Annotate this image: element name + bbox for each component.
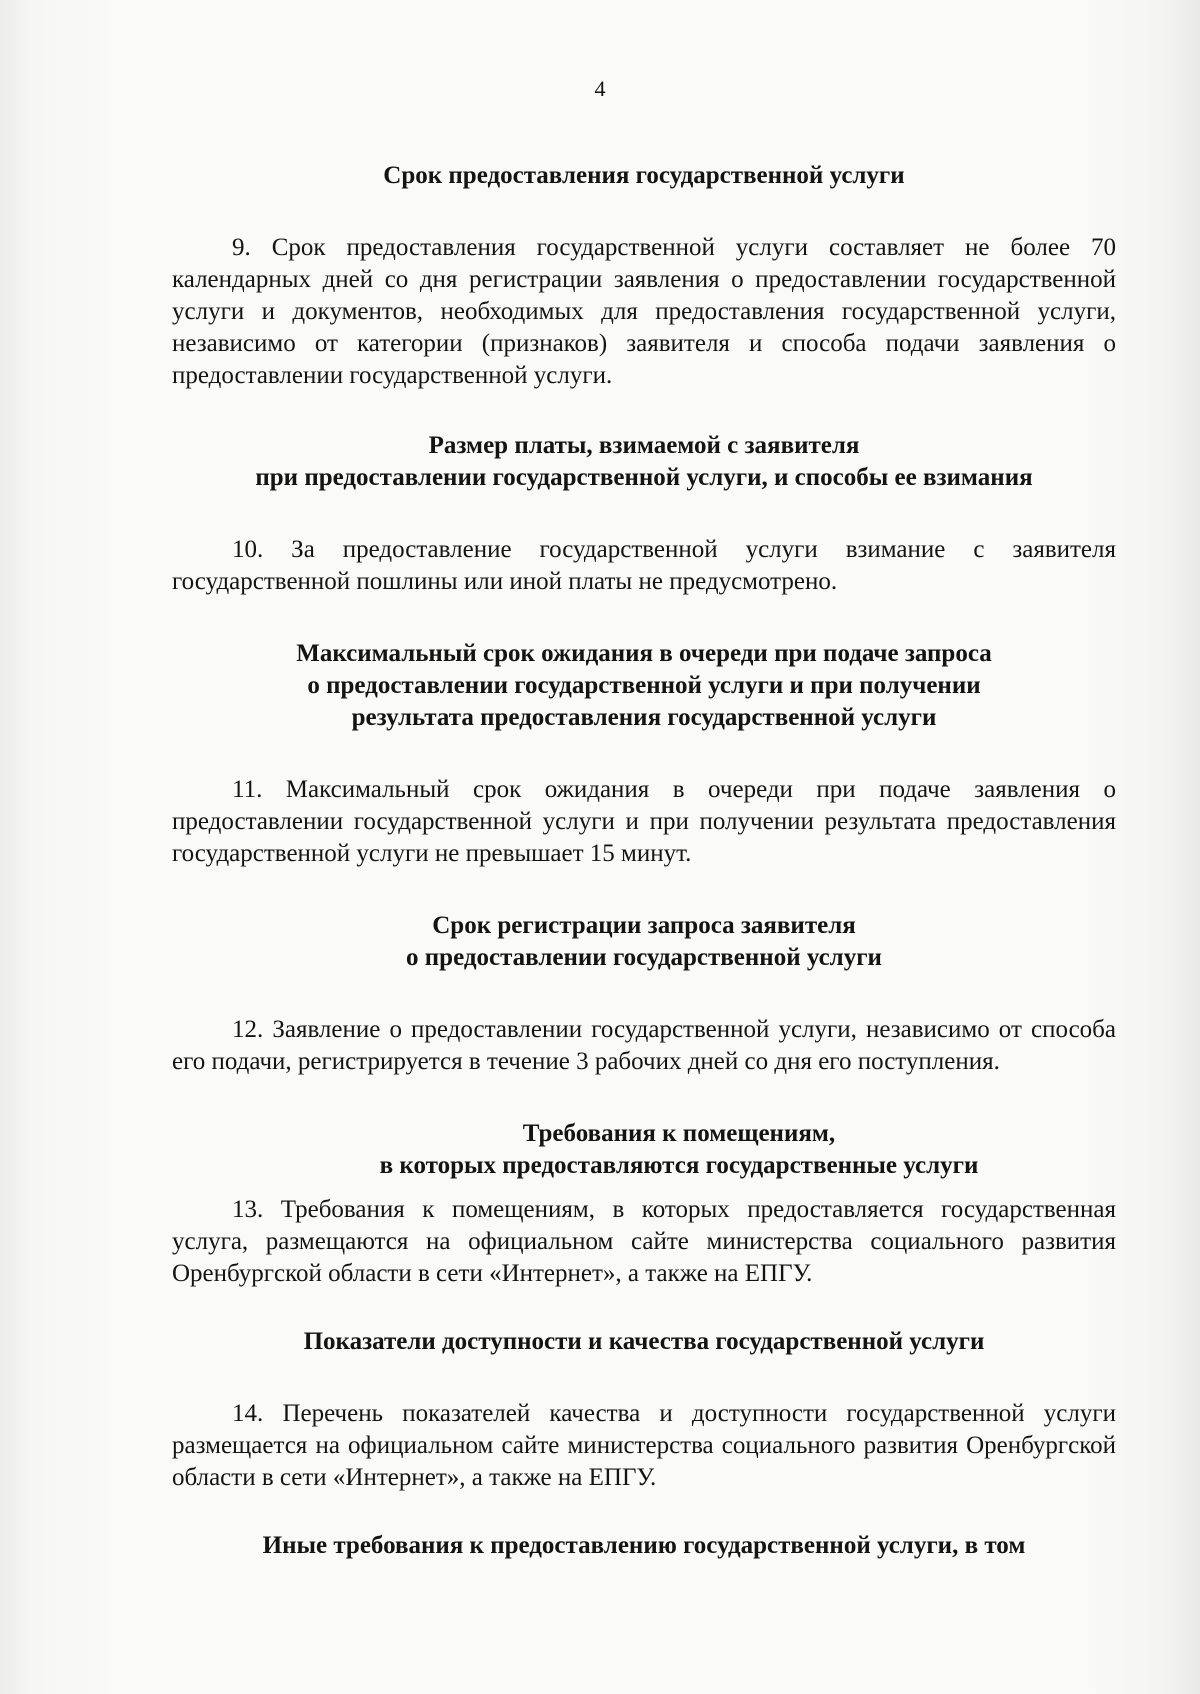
- paragraph-12: 12. Заявление о предоставлении государственной услуги, независимо от способа его подачи, регистрируется в течение 3 рабочих дней со дня его поступления.: [172, 1016, 1116, 1075]
- paragraph-14: 14. Перечень показателей качества и доступности государственной услуги размещается на официальном сайте министерства социального развития Оренбургской области в сети «Интернет», а также на ЕПГУ.: [172, 1400, 1116, 1491]
- heading-line: Размер платы, взимаемой с заявителя: [428, 432, 860, 459]
- document-body: [172, 160, 1116, 1562]
- paragraph-13: 13. Требования к помещениям, в которых предоставляется государственная услуга, размещаются на официальном сайте министерства социального развития Оренбургской области в сети «Интернет», а также на ЕПГУ.: [172, 1196, 1116, 1287]
- section-heading-other-requirements: Иные требования к предоставлению государственной услуги, в том: [262, 1532, 1026, 1559]
- heading-line: о предоставлении государственной услуги: [406, 944, 882, 971]
- section-heading-queue: [172, 638, 1116, 734]
- section-heading-registration: [172, 910, 1116, 974]
- heading-line: результата предоставления государственной услуги: [351, 704, 937, 731]
- paragraph-11: 11. Максимальный срок ожидания в очереди при подаче заявления о предоставлении государственной услуги и при получении результата предоставления государственной услуги не превышает 15 минут.: [172, 776, 1116, 867]
- heading-line: Максимальный срок ожидания в очереди при подаче запроса: [296, 640, 992, 667]
- heading-line: в которых предоставляются государственные услуги: [379, 1152, 979, 1179]
- heading-line: при предоставлении государственной услуги, и способы ее взимания: [255, 464, 1033, 491]
- paragraph-10: 10. За предоставление государственной услуги взимание с заявителя государственной пошлины или иной платы не предусмотрено.: [172, 536, 1116, 595]
- section-heading-premises: [172, 1118, 1116, 1182]
- heading-line: Требования к помещениям,: [522, 1120, 836, 1147]
- heading-line: Срок регистрации запроса заявителя: [432, 912, 856, 939]
- section-heading-fee: [172, 430, 1116, 494]
- heading-line: о предоставлении государственной услуги и при получении: [307, 672, 981, 699]
- page-number: 4: [594, 76, 606, 101]
- paragraph-9: 9. Срок предоставления государственной услуги составляет не более 70 календарных дней со дня регистрации заявления о предоставлении государственной услуги и документов, необходимых для предоставления государственной услуги, независимо от категории (признаков) заявителя и способа подачи заявления о предоставлении государственной услуги.: [172, 234, 1116, 389]
- section-heading-term: Срок предоставления государственной услуги: [383, 162, 905, 189]
- section-heading-quality: Показатели доступности и качества государственной услуги: [303, 1328, 985, 1355]
